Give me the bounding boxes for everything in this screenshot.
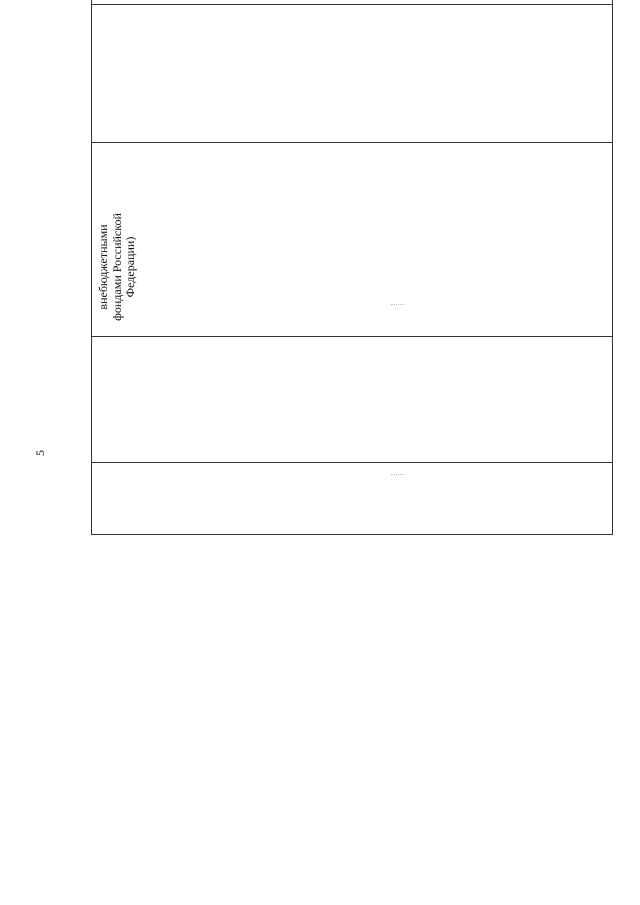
header-cell [97, 197, 138, 337]
page-number: 5 [33, 450, 47, 456]
rotated-table [91, 0, 613, 535]
header-line: Федерации) [123, 236, 138, 298]
column-divider [91, 336, 613, 337]
column-divider [91, 142, 613, 143]
header-line: внебюджетными [96, 224, 110, 310]
column-divider [91, 462, 613, 463]
column-divider [91, 4, 613, 5]
scan-mark [391, 474, 405, 475]
header-line: фондами Российской [109, 213, 124, 321]
scan-mark [391, 304, 405, 305]
table-border [91, 0, 613, 535]
